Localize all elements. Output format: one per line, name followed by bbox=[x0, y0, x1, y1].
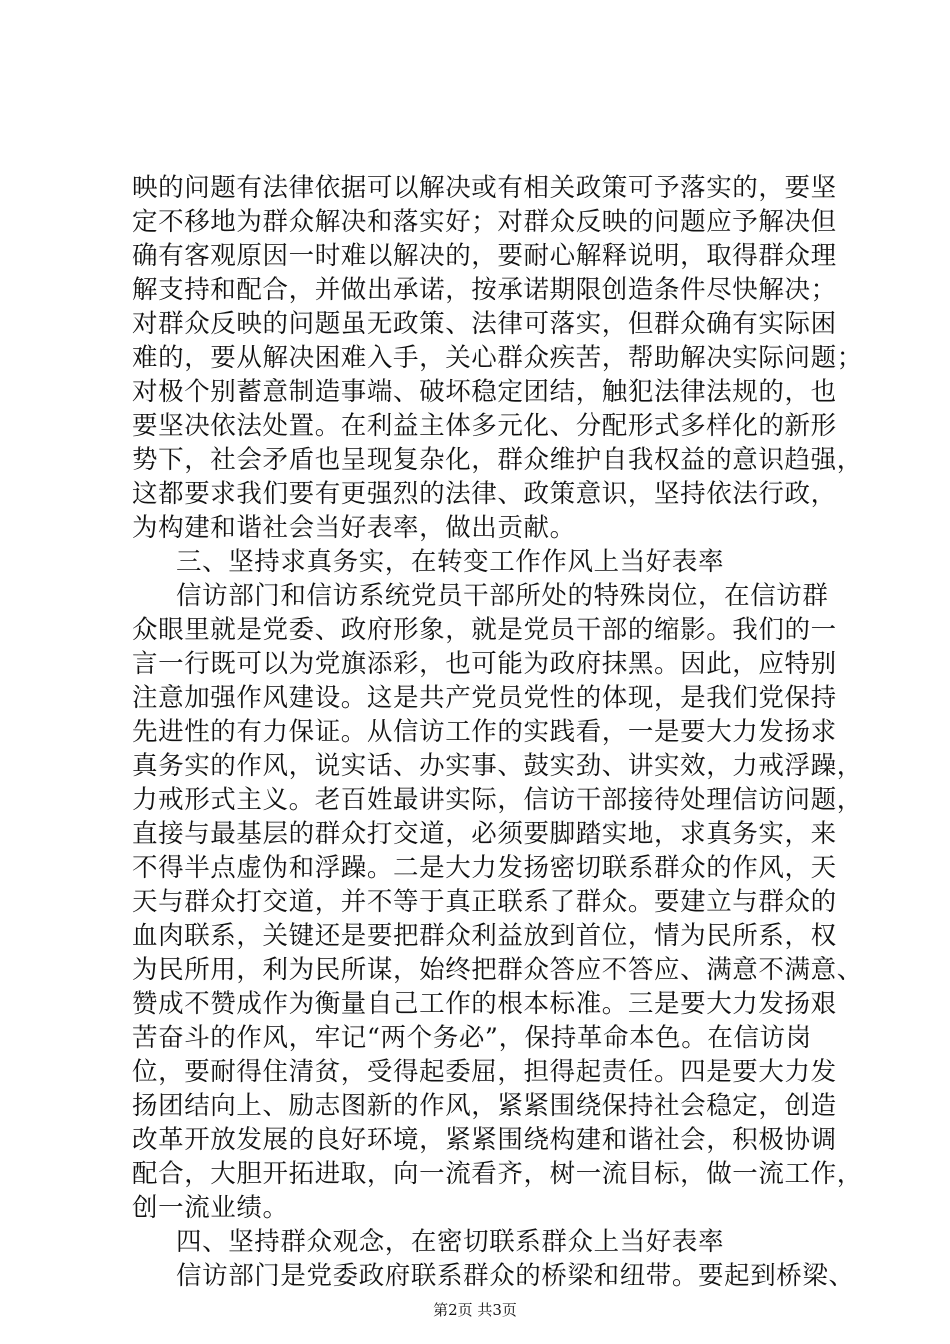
body-text-line: 解支持和配合，并做出承诺，按承诺期限创造条件尽快解决； bbox=[132, 275, 837, 305]
body-text-line: 势下，社会矛盾也呈现复杂化，群众维护自我权益的意识趋强， bbox=[132, 445, 863, 475]
section-heading: 三、坚持求真务实，在转变工作作风上当好表率 bbox=[176, 547, 725, 577]
body-text-line: 言一行既可以为党旗添彩，也可能为政府抹黑。因此，应特别 bbox=[132, 649, 837, 679]
body-text-line: 这都要求我们要有更强烈的法律、政策意识，坚持依法行政， bbox=[132, 479, 837, 509]
body-text-line: 映的问题有法律依据可以解决或有相关政策可予落实的，要坚 bbox=[132, 173, 837, 203]
body-text-line: 赞成不赞成作为衡量自己工作的根本标准。三是要大力发扬艰 bbox=[132, 989, 837, 1019]
section-heading: 四、坚持群众观念，在密切联系群众上当好表率 bbox=[176, 1227, 725, 1257]
body-text-line: 定不移地为群众解决和落实好；对群众反映的问题应予解决但 bbox=[132, 207, 837, 237]
body-text-line: 苦奋斗的作风，牢记“两个务必”，保持革命本色。在信访岗 bbox=[132, 1023, 812, 1053]
body-text-line: 血肉联系，关键还是要把群众利益放到首位，情为民所系，权 bbox=[132, 921, 837, 951]
body-text-line: 为民所用，利为民所谋，始终把群众答应不答应、满意不满意、 bbox=[132, 955, 863, 985]
paragraph-first-line: 信访部门是党委政府联系群众的桥梁和纽带。要起到桥梁、 bbox=[176, 1261, 855, 1291]
body-text-line: 对极个别蓄意制造事端、破坏稳定团结，触犯法律法规的，也 bbox=[132, 377, 837, 407]
body-text-line: 不得半点虚伪和浮躁。二是大力发扬密切联系群众的作风，天 bbox=[132, 853, 837, 883]
body-text-line: 真务实的作风，说实话、办实事、鼓实劲、讲实效，力戒浮躁， bbox=[132, 751, 863, 781]
body-text-line: 众眼里就是党委、政府形象，就是党员干部的缩影。我们的一 bbox=[132, 615, 837, 645]
body-text-line: 难的，要从解决困难入手，关心群众疾苦，帮助解决实际问题； bbox=[132, 343, 863, 373]
body-text-line: 对群众反映的问题虽无政策、法律可落实，但群众确有实际困 bbox=[132, 309, 837, 339]
body-text-line: 扬团结向上、励志图新的作风，紧紧围绕保持社会稳定，创造 bbox=[132, 1091, 837, 1121]
body-text-line: 改革开放发展的良好环境，紧紧围绕构建和谐社会，积极协调 bbox=[132, 1125, 837, 1155]
body-text-line: 位，要耐得住清贫，受得起委屈，担得起责任。四是要大力发 bbox=[132, 1057, 837, 1087]
page-footer: 第2页 共3页 bbox=[433, 1301, 517, 1319]
body-text-line: 先进性的有力保证。从信访工作的实践看，一是要大力发扬求 bbox=[132, 717, 837, 747]
body-text-line: 力戒形式主义。老百姓最讲实际，信访干部接待处理信访问题， bbox=[132, 785, 863, 815]
body-text-line: 创一流业绩。 bbox=[132, 1193, 289, 1223]
body-text-line: 确有客观原因一时难以解决的，要耐心解释说明，取得群众理 bbox=[132, 241, 837, 271]
body-text-line: 为构建和谐社会当好表率，做出贡献。 bbox=[132, 513, 576, 543]
body-text-line: 配合，大胆开拓进取，向一流看齐，树一流目标，做一流工作， bbox=[132, 1159, 863, 1189]
body-text-line: 直接与最基层的群众打交道，必须要脚踏实地，求真务实，来 bbox=[132, 819, 837, 849]
body-text-line: 要坚决依法处置。在利益主体多元化、分配形式多样化的新形 bbox=[132, 411, 837, 441]
body-text-line: 天与群众打交道，并不等于真正联系了群众。要建立与群众的 bbox=[132, 887, 837, 917]
paragraph-first-line: 信访部门和信访系统党员干部所处的特殊岗位，在信访群 bbox=[176, 581, 829, 611]
body-text-line: 注意加强作风建设。这是共产党员党性的体现，是我们党保持 bbox=[132, 683, 837, 713]
